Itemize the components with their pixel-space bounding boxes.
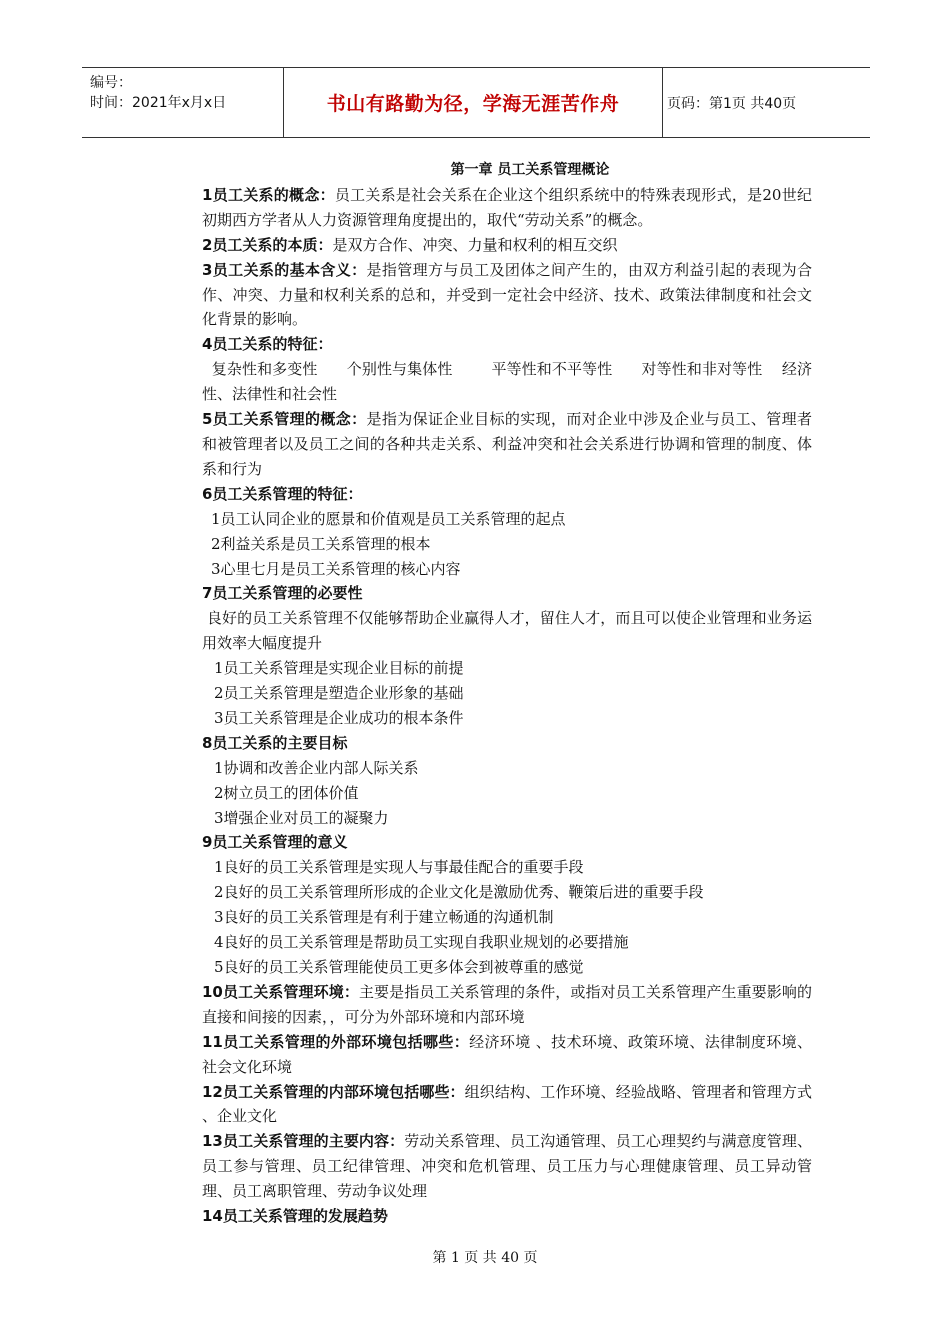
section-heading: 5员工关系管理的概念： <box>202 410 367 429</box>
section-3 <box>202 258 812 333</box>
section-text: 是指管理方与员工及团体之间产生的，由双方利益引起的表现为合作、冲突、力量和权利关系的总和，并受到一定社会中经济、技术、政策法律制度和社会文化背景的影响。 <box>202 260 812 329</box>
section-text: 是指为保证企业目标的实现，而对企业中涉及企业与员工、管理者和被管理者以及员工之间的各种共走关系、利益冲突和社会关系进行协调和管理的制度、体系和行为 <box>202 410 812 478</box>
section-heading: 10员工关系管理环境： <box>202 982 359 1001</box>
list-item: 1员工认同企业的愿景和价值观是员工关系管理的起点 <box>211 509 566 528</box>
page-header <box>82 67 870 138</box>
number-label: 编号： <box>90 75 132 91</box>
section-text: 组织结构、工作环境、经验战略、管理者和管理方式 、企业文化 <box>202 1082 812 1126</box>
list-item: 3增强企业对员工的凝聚力 <box>214 808 389 827</box>
list-item: 5良好的员工关系管理能使员工更多体会到被尊重的感觉 <box>214 958 584 976</box>
section-heading: 12员工关系管理的内部环境包括哪些： <box>202 1082 465 1101</box>
section-9-heading: 9员工关系管理的意义 <box>202 833 348 852</box>
section-7-text: 良好的员工关系管理不仅能够帮助企业赢得人才，留住人才，而且可以使企业管理和业务运用效率大幅度提升 <box>202 609 812 653</box>
page-footer: 第 1 页 共 40 页 <box>432 1250 538 1266</box>
section-text: 劳动关系管理、员工沟通管理、员工心理契约与满意度管理、员工参与管理、员工纪律管理、冲突和危机管理、员工压力与心理健康管理、员工异动管理、员工离职管理、劳动争议处理 <box>202 1132 812 1201</box>
page-info: 页码：第1页 共40页 <box>667 95 797 112</box>
list-item: 4良好的员工关系管理是帮助员工实现自我职业规划的必要措施 <box>214 933 629 952</box>
section-13 <box>202 1129 812 1204</box>
section-14-heading: 14员工关系管理的发展趋势 <box>202 1207 388 1226</box>
section-text: 是双方合作、冲突、力量和权利的相互交织 <box>332 235 618 254</box>
section-6-heading: 6员工关系管理的特征： <box>202 484 363 503</box>
section-text: 主要是指员工关系管理的条件，或指对员工关系管理产生重要影响的直接和间接的因素，，可分为外部环境和内部环境 <box>202 982 812 1026</box>
section-heading: 11员工关系管理的外部环境包括哪些： <box>202 1032 470 1051</box>
list-item: 1良好的员工关系管理是实现人与事最佳配合的重要手段 <box>214 858 584 877</box>
section-heading: 2员工关系的本质： <box>202 235 333 254</box>
list-item: 1协调和改善企业内部人际关系 <box>214 758 419 777</box>
list-item: 2良好的员工关系管理所形成的企业文化是激励优秀、鞭策后进的重要手段 <box>214 883 704 902</box>
header-right-cell <box>661 68 870 137</box>
section-heading: 1员工关系的概念： <box>202 185 335 204</box>
section-5 <box>202 407 812 482</box>
section-text: 经济环境 、技术环境、政策环境、法律制度环境、社会文化环境 <box>202 1032 812 1076</box>
list-item: 2员工关系管理是塑造企业形象的基础 <box>214 684 464 703</box>
list-item: 3心里七月是员工关系管理的核心内容 <box>211 559 461 578</box>
time-label: 时间：2021年x月x日 <box>90 95 227 111</box>
list-item: 3良好的员工关系管理是有利于建立畅通的沟通机制 <box>214 908 554 927</box>
section-text: 员工关系是社会关系在企业这个组织系统中的特殊表现形式，是20世纪初期西方学者从人力资源管理角度提出的，取代“劳动关系”的概念。 <box>202 185 812 229</box>
section-8-heading: 8员工关系的主要目标 <box>202 733 348 752</box>
section-4-features: 复杂性和多变性 个别性与集体性 平等性和不平等性 对等性和非对等性 经济性、法律性和社会性 <box>202 360 812 404</box>
header-left-cell <box>82 68 283 137</box>
document-body <box>202 158 812 1229</box>
list-item: 1员工关系管理是实现企业目标的前提 <box>214 659 464 678</box>
list-item: 2树立员工的团体价值 <box>214 783 359 802</box>
section-11 <box>202 1030 812 1080</box>
section-1 <box>202 183 812 233</box>
list-item: 2利益关系是员工关系管理的根本 <box>211 534 431 553</box>
section-heading: 13员工关系管理的主要内容： <box>202 1132 405 1151</box>
chapter-title: 第一章 员工关系管理概论 <box>450 162 610 178</box>
list-item: 3员工关系管理是企业成功的根本条件 <box>214 708 464 727</box>
section-12 <box>202 1080 812 1130</box>
section-2 <box>202 233 812 258</box>
motto: 书山有路勤为径，学海无涯苦作舟 <box>326 93 620 115</box>
section-7-heading: 7员工关系管理的必要性 <box>202 584 363 603</box>
section-heading: 3员工关系的基本含义： <box>202 260 367 279</box>
section-4-heading: 4员工关系的特征： <box>202 335 333 354</box>
header-motto-cell <box>283 68 663 137</box>
section-10 <box>202 980 812 1030</box>
